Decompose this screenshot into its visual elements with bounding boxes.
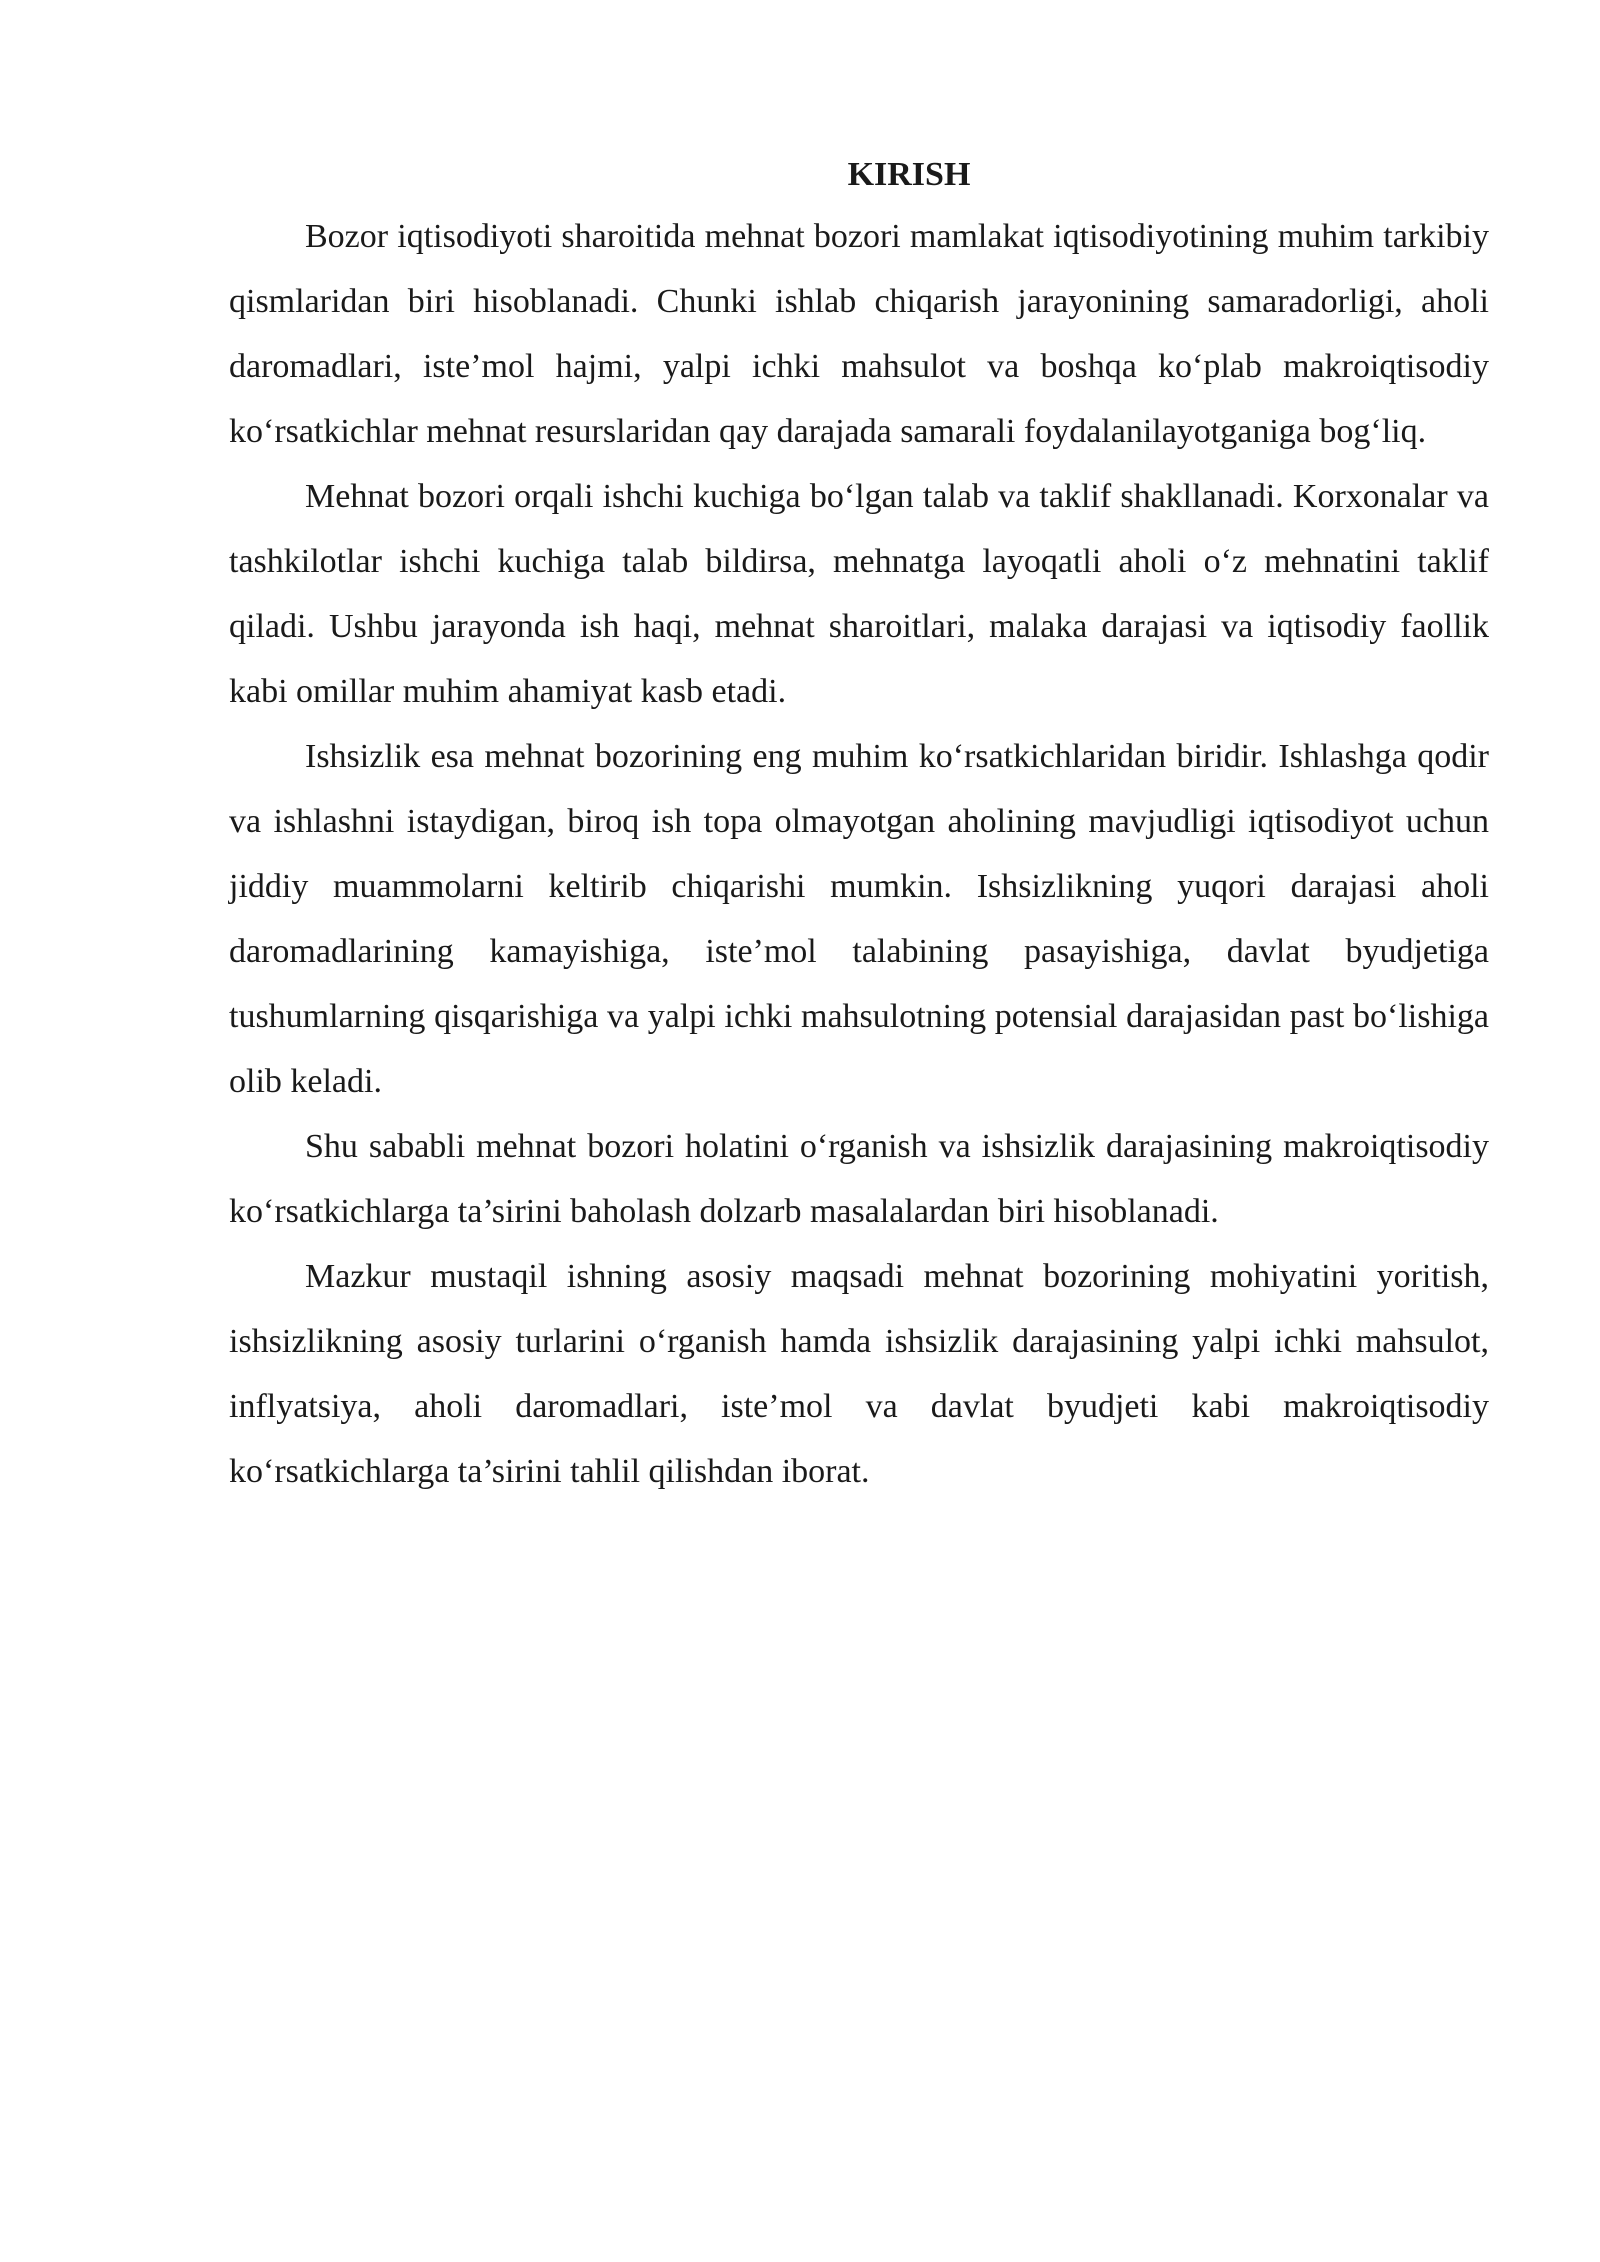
paragraph-2: Mehnat bozori orqali ishchi kuchiga bo‘lgan talab va taklif shakllanadi. Korxonalar va tashkilotlar ishchi kuchiga talab bildirsa, mehnatga layoqatli aholi o‘z mehnatini taklif qiladi. Ushbu jarayonda ish haqi, mehnat sharoitlari, malaka darajasi va iqtisodiy faollik kabi omillar muhim ahamiyat kasb etadi.: [229, 478, 1489, 710]
paragraph-5: Mazkur mustaqil ishning asosiy maqsadi mehnat bozorining mohiyatini yoritish, ishsizlikning asosiy turlarini o‘rganish hamda ishsizlik darajasining yalpi ichki mahsulot, inflyatsiya, aholi daromadlari, iste’mol va davlat byudjeti kabi makroiqtisodiy ko‘rsatkichlarga ta’sirini tahlil qilishdan iborat.: [229, 1258, 1489, 1490]
section-heading: KIRISH: [847, 156, 971, 193]
paragraph-1: Bozor iqtisodiyoti sharoitida mehnat bozori mamlakat iqtisodiyotining muhim tarkibiy qismlaridan biri hisoblanadi. Chunki ishlab chiqarish jarayonining samaradorligi, aholi daromadlari, iste’mol hajmi, yalpi ichki mahsulot va boshqa ko‘plab makroiqtisodiy ko‘rsatkichlar mehnat resurslaridan qay darajada samarali foydalanilayotganiga bog‘liq.: [229, 218, 1489, 450]
paragraph-4: Shu sababli mehnat bozori holatini o‘rganish va ishsizlik darajasining makroiqtisodiy ko‘rsatkichlarga ta’sirini baholash dolzarb masalalardan biri hisoblanadi.: [229, 1128, 1489, 1230]
document-body: [229, 150, 1489, 1504]
paragraph-3: Ishsizlik esa mehnat bozorining eng muhim ko‘rsatkichlaridan biridir. Ishlashga qodir va ishlashni istaydigan, biroq ish topa olmayotgan aholining mavjudligi iqtisodiyot uchun jiddiy muammolarni keltirib chiqarishi mumkin. Ishsizlikning yuqori darajasi aholi daromadlarining kamayishiga, iste’mol talabining pasayishiga, davlat byudjetiga tushumlarning qisqarishiga va yalpi ichki mahsulotning potensial darajasidan past bo‘lishiga olib keladi.: [229, 738, 1489, 1100]
